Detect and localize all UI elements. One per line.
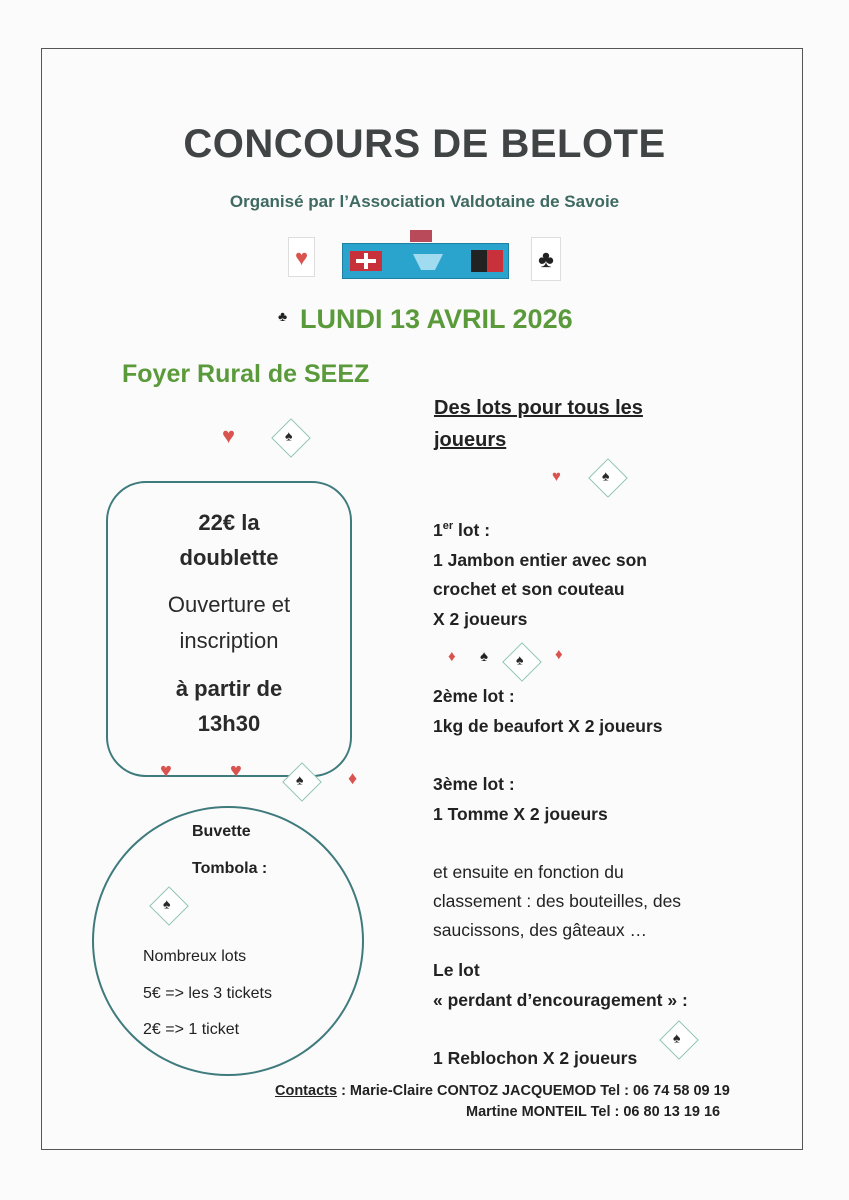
other-prizes-line: et ensuite en fonction du [433, 862, 624, 882]
association-logo [342, 243, 509, 279]
tombola-lots: Nombreux lots [143, 948, 247, 965]
event-date: LUNDI 13 AVRIL 2026 [300, 304, 573, 334]
price-line: 22€ la [198, 510, 260, 535]
club-card-icon: ♣ [531, 237, 561, 281]
spade-card-icon: ♠ [480, 648, 488, 665]
first-prize-line: X 2 joueurs [433, 609, 528, 629]
event-venue: Foyer Rural de SEEZ [122, 360, 370, 388]
organizer-subtitle: Organisé par l’Association Valdotaine de Savoie [229, 192, 620, 211]
encouragement-text: 1 Reblochon X 2 joueurs [433, 1048, 638, 1068]
third-prize-text: 1 Tomme X 2 joueurs [433, 804, 608, 824]
encouragement-label: Le lot [433, 960, 480, 980]
first-prize-sup: er [442, 520, 454, 533]
buvette-label: Buvette [192, 823, 251, 840]
contacts-line-2: Martine MONTEIL Tel : 06 80 13 19 16 [466, 1104, 721, 1120]
time-text [108, 671, 350, 741]
price-box [106, 481, 352, 777]
second-prize-label: 2ème lot : [433, 686, 515, 706]
spade-card-icon: ♠ [282, 762, 322, 802]
price-line: doublette [179, 545, 279, 570]
spade-card-icon: ♠ [502, 642, 542, 682]
logo-emblem-icon [410, 230, 432, 242]
heart-card-icon: ♥ [230, 760, 242, 782]
spade-card-icon: ♠ [588, 458, 628, 498]
tombola-label: Tombola : [192, 860, 268, 877]
diamond-card-icon: ♦ [348, 768, 358, 788]
heart-card-icon: ♥ [222, 423, 236, 448]
opening-line: Ouverture et [167, 592, 291, 617]
logo-graphic [343, 244, 508, 278]
contact-1: : Marie-Claire CONTOZ JACQUEMOD Tel : 06 74 58 09 19 [341, 1083, 730, 1099]
contacts-label: Contacts [275, 1083, 338, 1099]
contacts-line-1 [275, 1083, 730, 1099]
price-text [108, 505, 350, 575]
spade-card-icon: ♠ [271, 418, 311, 458]
time-line: 13h30 [197, 711, 261, 736]
first-prize-line: crochet et son couteau [433, 579, 625, 599]
first-prize-number: 1 [433, 520, 443, 540]
prizes-heading [434, 392, 643, 456]
page-title: CONCOURS DE BELOTE [183, 122, 666, 166]
third-prize-label: 3ème lot : [433, 774, 515, 794]
opening-line: inscription [179, 628, 279, 653]
first-prize-label [433, 520, 490, 541]
first-prize-line: 1 Jambon entier avec son [433, 550, 647, 570]
tombola-price-2: 2€ => 1 ticket [143, 1021, 240, 1038]
encouragement-label: « perdant d’encouragement » : [433, 990, 688, 1010]
club-icon: ♣ [278, 308, 288, 324]
tombola-price-1: 5€ => les 3 tickets [143, 985, 272, 1002]
first-prize-rest: lot : [453, 520, 491, 540]
prizes-heading-line: Des lots pour tous les [434, 397, 643, 419]
diamond-card-icon: ♦ [555, 646, 563, 663]
heart-card-icon: ♥ [288, 237, 315, 277]
diamond-card-icon: ♦ [448, 648, 456, 665]
time-line: à partir de [175, 676, 283, 701]
prizes-heading-line: joueurs [434, 429, 507, 451]
spade-card-icon: ♠ [149, 886, 189, 926]
opening-text [108, 587, 350, 659]
heart-card-icon: ♥ [552, 468, 561, 485]
heart-card-icon: ♥ [160, 760, 172, 782]
spade-card-icon: ♠ [659, 1020, 699, 1060]
second-prize-text: 1kg de beaufort X 2 joueurs [433, 716, 663, 736]
other-prizes-line: saucissons, des gâteaux … [433, 920, 648, 940]
other-prizes-line: classement : des bouteilles, des [433, 891, 682, 911]
